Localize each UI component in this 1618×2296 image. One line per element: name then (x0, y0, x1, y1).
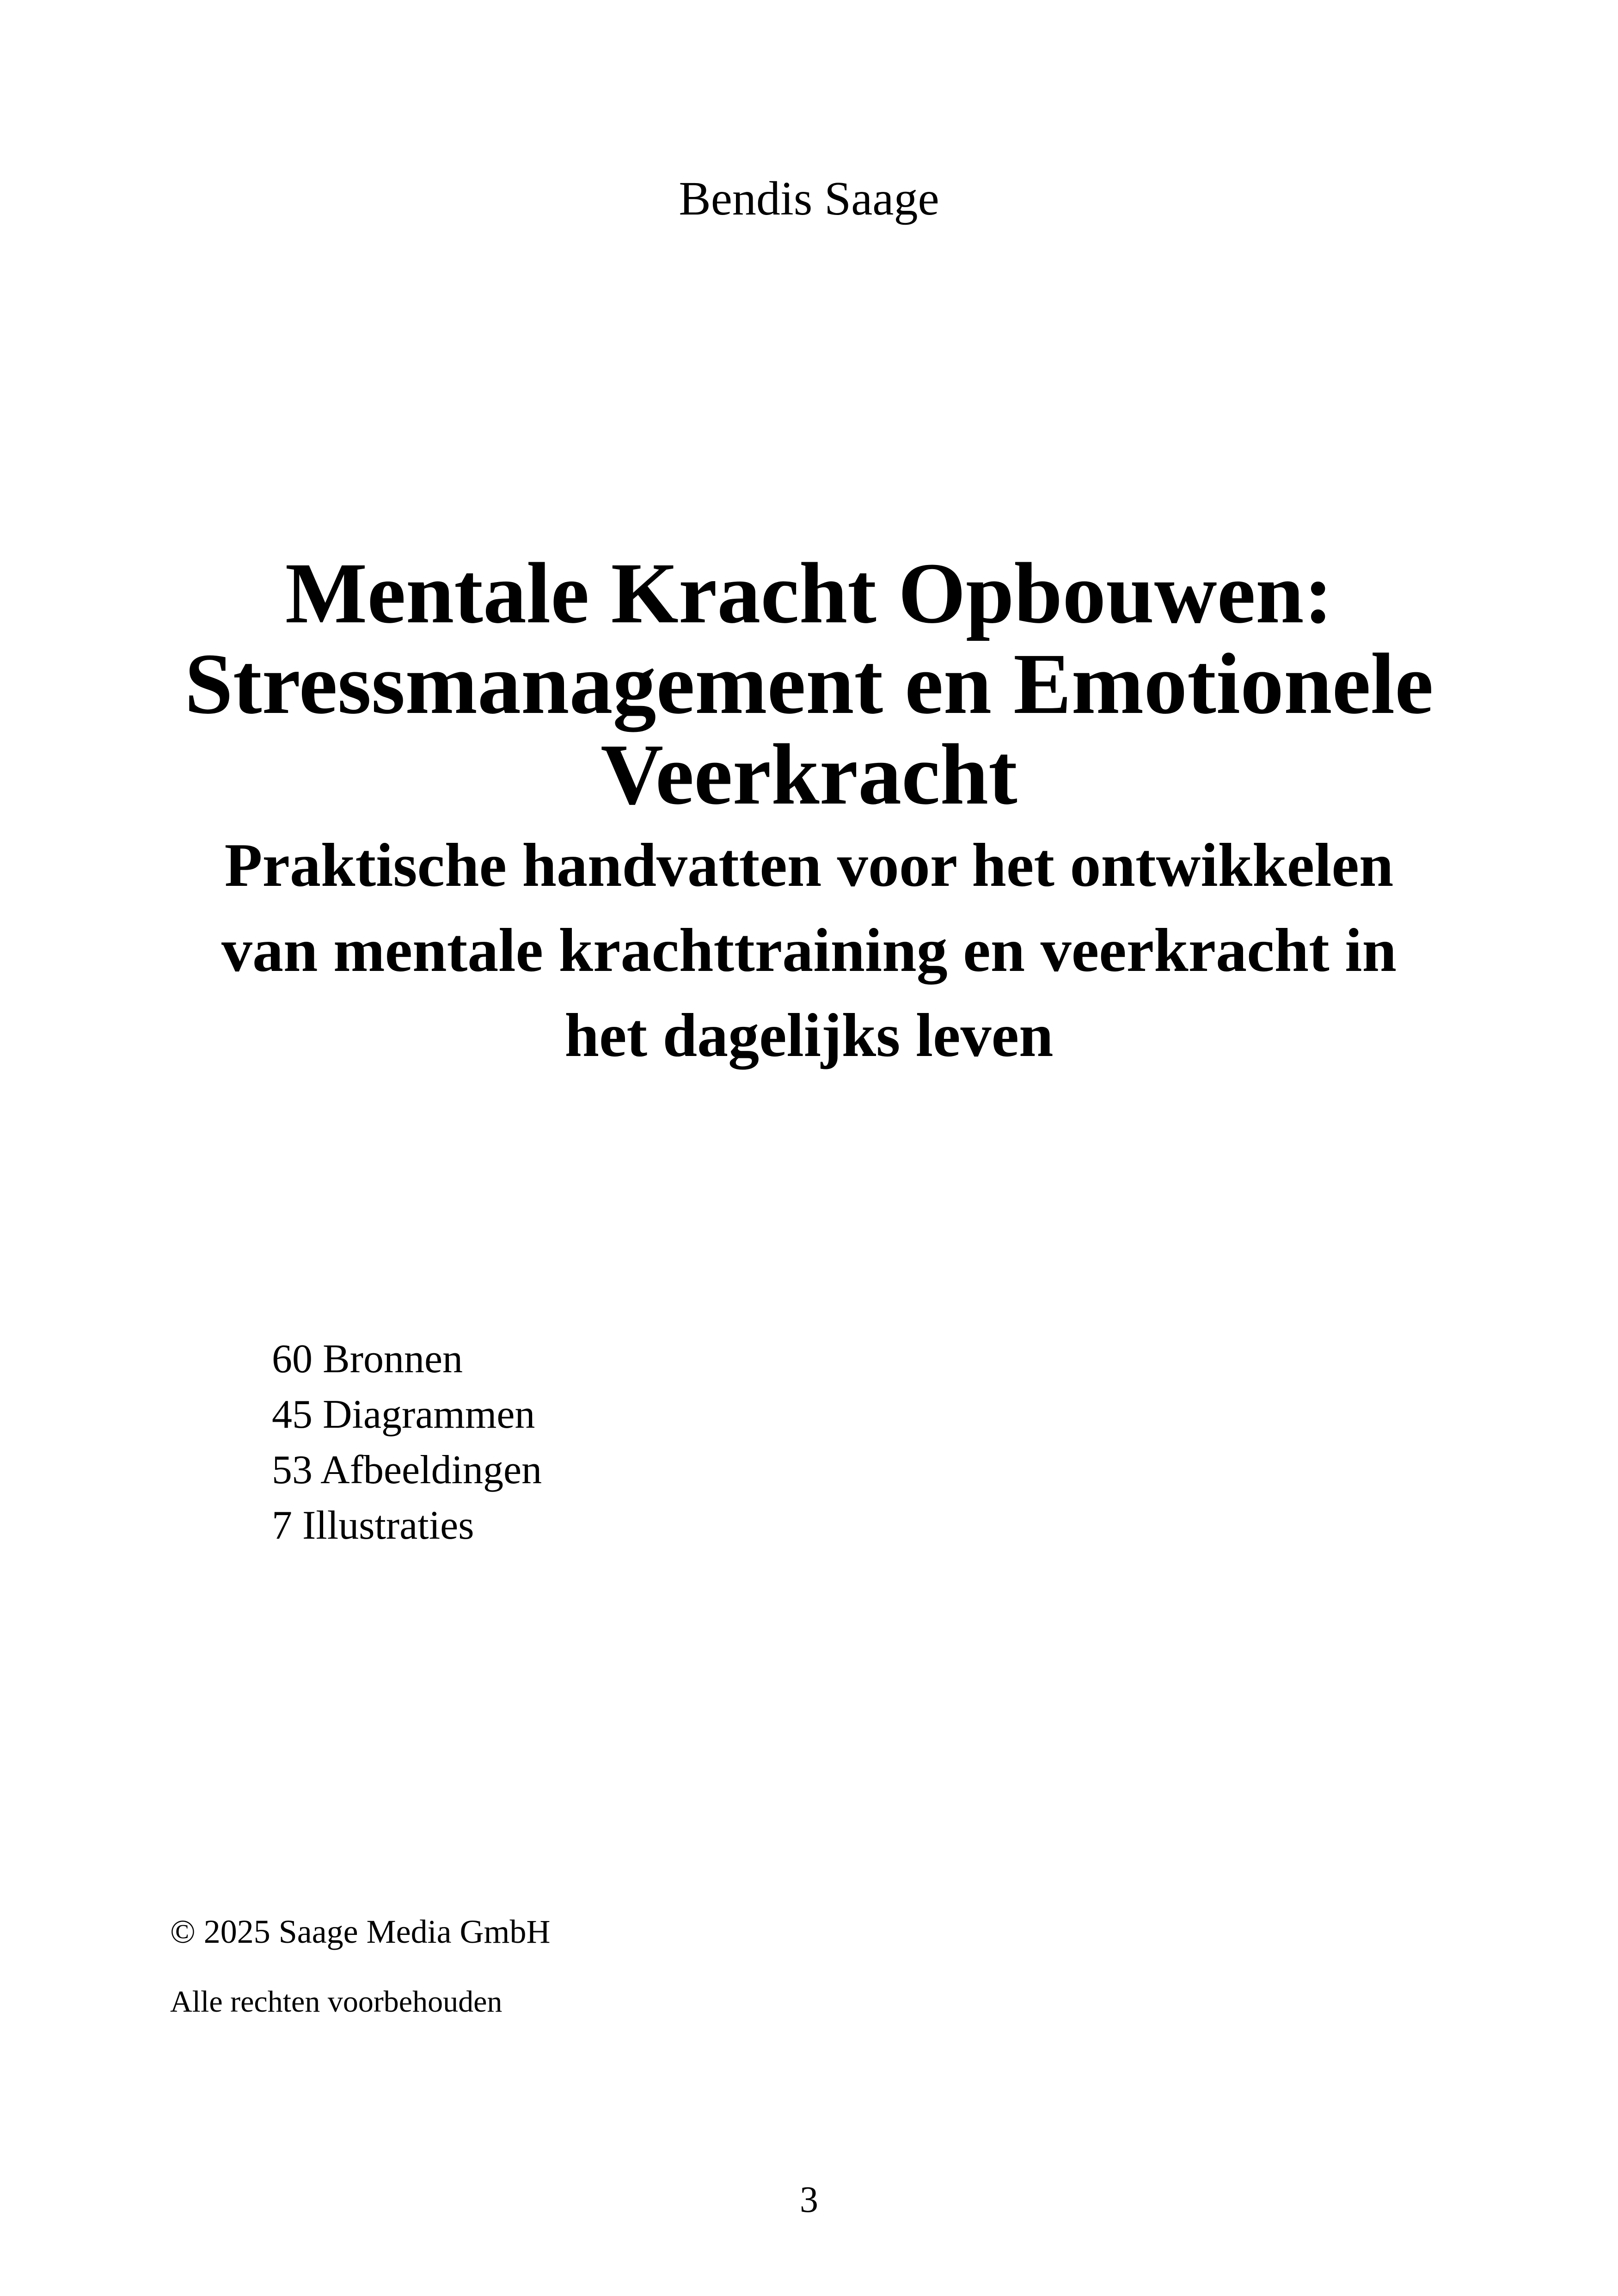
book-subtitle-line: Praktische handvatten voor het ontwikkelen (224, 831, 1394, 899)
book-title-line: Veerkracht (601, 726, 1017, 823)
stat-images: 53 Afbeeldingen (272, 1448, 542, 1492)
book-title-line: Mentale Kracht Opbouwen: (285, 545, 1333, 641)
page-number: 3 (800, 2179, 818, 2220)
stat-illustrations: 7 Illustraties (272, 1503, 474, 1548)
subtitle-block (116, 823, 1502, 1078)
book-subtitle-line: het dagelijks leven (564, 1001, 1054, 1069)
stat-sources: 60 Bronnen (272, 1337, 463, 1381)
book-subtitle-line: van mentale krachttraining en veerkracht in (221, 916, 1397, 984)
rights-notice: Alle rechten voorbehouden (170, 1985, 503, 2019)
book-title-line: Stressmanagement en Emotionele (184, 635, 1434, 732)
title-block (116, 545, 1502, 1078)
stat-diagrams: 45 Diagrammen (272, 1392, 535, 1437)
content-stats-list (272, 1332, 542, 1553)
author-name: Bendis Saage (679, 172, 939, 225)
copyright-notice: © 2025 Saage Media GmbH (170, 1913, 551, 1950)
